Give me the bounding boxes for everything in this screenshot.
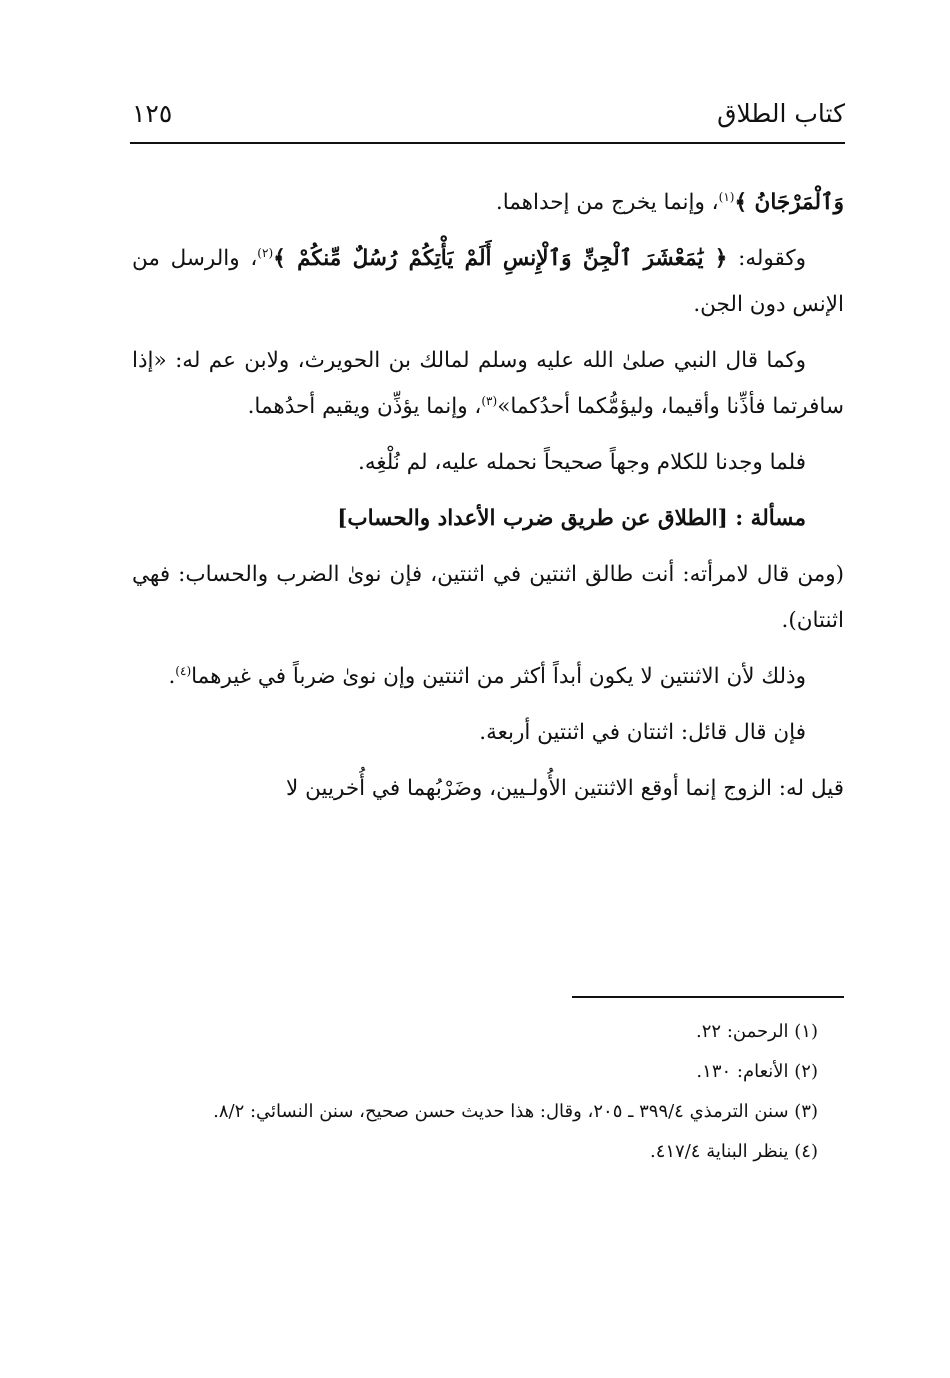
paragraph-text: فإن قال قائل: اثنتان في اثنتين أربعة. — [479, 720, 806, 745]
footnote-ref-2: (٢) — [257, 245, 274, 260]
paragraph-text: وكما قال النبي صلىٰ الله عليه وسلم لمالك بن الحويرث، ولابن عم له: «إذا سافرتما فأذِّنا وأقيما، وليؤمُّكما أحدُكما» — [132, 348, 844, 419]
footnotes — [132, 1015, 844, 1175]
paragraph-lead: وكقوله: — [727, 246, 806, 271]
main-text — [132, 180, 844, 822]
paragraph-2 — [132, 236, 844, 328]
footnote-2: (٢) الأنعام: ١٣٠. — [696, 1061, 818, 1082]
quran-verse: وَٱلْمَرْجَانُ ﴾ — [734, 190, 844, 215]
paragraph-4 — [132, 440, 844, 486]
paragraph-8 — [132, 766, 844, 812]
footnote-1: (١) الرحمن: ٢٢. — [696, 1021, 818, 1042]
paragraph-text: وذلك لأن الاثنتين لا يكون أبداً أكثر من اثنتين وإن نوىٰ ضرباً في غيرهما — [191, 664, 806, 689]
page-header — [130, 95, 845, 139]
header-rule — [130, 142, 845, 144]
paragraph-6 — [132, 654, 844, 700]
section-heading: مسألة : [الطلاق عن طريق ضرب الأعداد والحساب] — [337, 506, 806, 531]
quran-verse: ﴿ يَٰمَعْشَرَ ٱلْجِنِّ وَٱلْإِنسِ أَلَمْ يَأْتِكُمْ رُسُلٌ مِّنكُمْ ﴾ — [273, 246, 728, 271]
footnote-ref-3: (٣) — [481, 393, 498, 408]
footnote-ref-1: (١) — [718, 189, 735, 204]
running-title: كتاب الطلاق — [717, 99, 845, 128]
paragraph-text: قيل له: الزوج إنما أوقع الاثنتين الأُولـيين، وضَرْبُهما في أُخريين لا — [286, 776, 844, 801]
paragraph-text: فلما وجدنا للكلام وجهاً صحيحاً نحمله عليه، لم نُلْغِه. — [358, 450, 806, 475]
paragraph-5 — [132, 552, 844, 644]
footnote-4: (٤) ينظر البناية ٤١٧/٤. — [649, 1141, 818, 1162]
footnote-ref-4: (٤) — [175, 663, 192, 678]
paragraph-3 — [132, 338, 844, 430]
paragraph-tail: . — [168, 664, 176, 689]
footnote-3: (٣) سنن الترمذي ٣٩٩/٤ ـ ٢٠٥، وقال: هذا حديث حسن صحيح، سنن النسائي: ٨/٢. — [213, 1101, 818, 1122]
paragraph-tail: ، وإنما يؤذِّن ويقيم أحدُهما. — [247, 394, 482, 419]
paragraph-1 — [132, 180, 844, 226]
paragraph-text: (ومن قال لامرأته: أنت طالق اثنتين في اثنتين، فإن نوىٰ الضرب والحساب: فهي اثنتان). — [132, 562, 844, 633]
page-number: ١٢٥ — [132, 99, 173, 128]
paragraph-text: ، وإنما يخرج من إحداهما. — [495, 190, 719, 215]
paragraph-7 — [132, 710, 844, 756]
paragraph-text: ، والرسل من الإنس دون الجن. — [132, 246, 844, 317]
footnote-separator — [572, 996, 844, 998]
